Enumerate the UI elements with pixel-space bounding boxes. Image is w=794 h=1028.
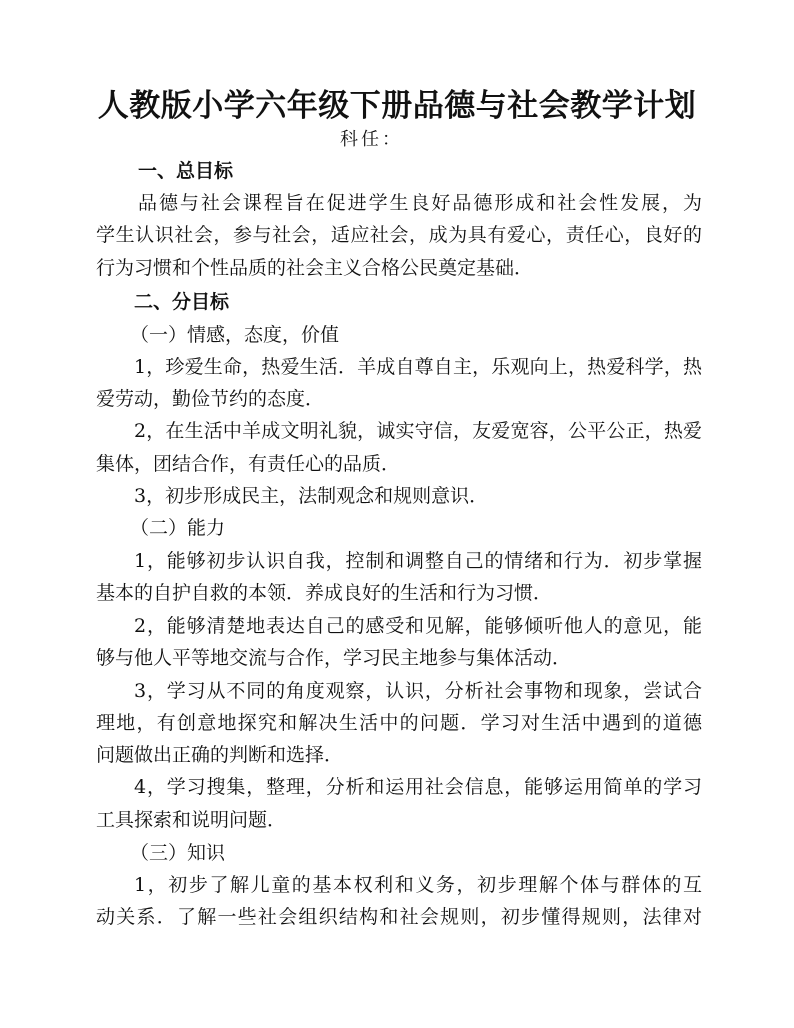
paragraph-line: 学生认识社会，参与社会，适应社会，成为具有爱心，责任心，良好的 xyxy=(96,224,702,246)
paragraph-line: 动关系．了解一些社会组织结构和社会规则，初步懂得规则，法律对 xyxy=(96,906,702,928)
paragraph-line: 3，初步形成民主，法制观念和规则意识． xyxy=(134,485,489,507)
paragraph-line: 够与他人平等地交流与合作，学习民主地参与集体活动． xyxy=(96,647,572,669)
paragraph-line: 基本的自护自救的本领．养成良好的生活和行为习惯． xyxy=(96,582,553,604)
paragraph-line: 1，珍爱生命，热爱生活．羊成自尊自主，乐观向上，热爱科学，热 xyxy=(134,356,702,378)
paragraph-line: 集体，团结合作，有责任心的品质． xyxy=(96,453,401,475)
paragraph-line: 问题做出正确的判断和选择． xyxy=(96,744,344,766)
paragraph-line: 2，在生活中羊成文明礼貌，诚实守信，友爱宽容，公平公正，热爱 xyxy=(134,420,702,442)
teacher-label: 科任： xyxy=(340,129,403,150)
heading-sub-goals: 二、分目标 xyxy=(134,291,230,313)
paragraph-line: 2，能够清楚地表达自己的感受和见解，能够倾听他人的意见，能 xyxy=(134,615,702,637)
paragraph-line: 工具探索和说明问题． xyxy=(96,809,287,831)
paragraph-line: 3，学习从不同的角度观察，认识，分析社会事物和现象，尝试合 xyxy=(134,680,702,702)
paragraph-line: 爱劳动，勤俭节约的态度． xyxy=(96,388,325,410)
paragraph-line: 品德与社会课程旨在促进学生良好品德形成和社会性发展，为 xyxy=(138,192,702,214)
paragraph-line: 理地，有创意地探究和解决生活中的问题．学习对生活中遇到的道德 xyxy=(96,712,702,734)
paragraph-line: 4，学习搜集，整理，分析和运用社会信息，能够运用简单的学习 xyxy=(134,776,702,798)
section-heading-emotion: （一）情感，态度，价值 xyxy=(130,324,340,346)
document-title: 人教版小学六年级下册品德与社会教学计划 xyxy=(97,88,697,124)
section-heading-ability: （二）能力 xyxy=(130,517,226,539)
heading-general-goal: 一、总目标 xyxy=(138,160,234,182)
paragraph-line: 1，能够初步认识自我，控制和调整自己的情绪和行为．初步掌握 xyxy=(134,550,702,572)
section-heading-knowledge: （三）知识 xyxy=(130,842,226,864)
paragraph-line: 1，初步了解儿童的基本权利和义务，初步理解个体与群体的互 xyxy=(134,874,702,896)
paragraph-line: 行为习惯和个性品质的社会主义合格公民奠定基础． xyxy=(96,257,534,279)
